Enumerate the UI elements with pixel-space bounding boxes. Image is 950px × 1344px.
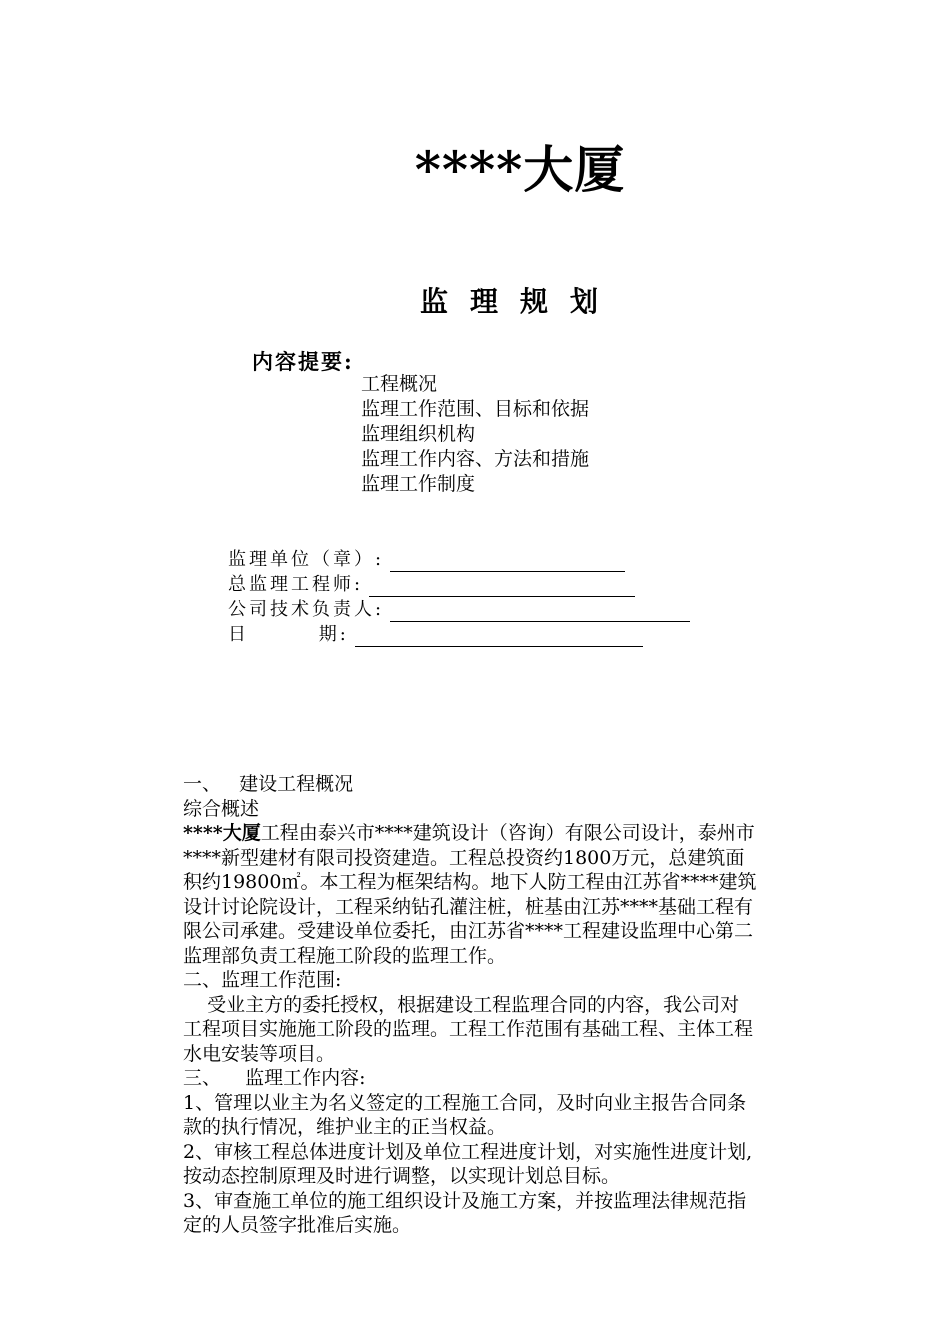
list-item-line: 定的人员签字批准后实施。 bbox=[183, 1214, 412, 1236]
summary-item: 监理组织机构 bbox=[361, 423, 476, 445]
summary-item: 监理工作范围、目标和依据 bbox=[361, 398, 590, 420]
paragraph-line: 限公司承建。受建设单位委托，由江苏省****工程建设监理中心第二 bbox=[183, 920, 754, 942]
signature-row-date bbox=[228, 623, 643, 647]
signature-line bbox=[390, 601, 690, 622]
paragraph-line: 监理部负责工程施工阶段的监理工作。 bbox=[183, 944, 507, 967]
list-item-line: 3、审查施工单位的施工组织设计及施工方案，并按监理法律规范指 bbox=[183, 1189, 747, 1212]
summary-list bbox=[361, 372, 589, 497]
paragraph-line: ****大厦工程由泰兴市****建筑设计（咨询）有限公司设计，泰州市 bbox=[183, 822, 755, 844]
section-heading: 一、 建设工程概况 bbox=[183, 773, 354, 795]
document-subtitle: 监理规划 bbox=[419, 285, 620, 318]
list-item-line: 款的执行情况，维护业主的正当权益。 bbox=[183, 1116, 507, 1138]
section-subheading: 综合概述 bbox=[183, 797, 260, 820]
signature-label: 公司技术负责人: bbox=[228, 599, 385, 620]
paragraph-line: 工程项目实施施工阶段的监理。工程工作范围有基础工程、主体工程 bbox=[183, 1018, 754, 1040]
summary-item: 监理工作内容、方法和措施 bbox=[361, 448, 590, 470]
signature-line bbox=[369, 576, 635, 597]
signature-label: 日 期: bbox=[228, 624, 349, 645]
summary-label: 内容提要: bbox=[252, 349, 354, 374]
signature-line bbox=[390, 551, 625, 572]
body-content bbox=[183, 772, 883, 1238]
signature-label: 总监理工程师: bbox=[228, 574, 364, 595]
signature-row-supervising-unit bbox=[228, 548, 625, 572]
list-item-line: 1、管理以业主为名义签定的工程施工合同，及时向业主报告合同条 bbox=[183, 1091, 747, 1114]
list-item-line: 2、审核工程总体进度计划及单位工程进度计划，对实施性进度计划, bbox=[183, 1140, 753, 1163]
document-title: ****大厦 bbox=[414, 140, 626, 199]
paragraph-line: 受业主方的委托授权，根据建设工程监理合同的内容，我公司对 bbox=[183, 993, 740, 1016]
paragraph-line: 设计讨论院设计，工程采纳钻孔灌注桩，桩基由江苏****基础工程有 bbox=[183, 895, 754, 918]
list-item-line: 按动态控制原理及时进行调整，以实现计划总目标。 bbox=[183, 1165, 621, 1187]
summary-item: 工程概况 bbox=[361, 373, 438, 395]
paragraph-line: 积约19800㎡。本工程为框架结构。地下人防工程由江苏省****建筑 bbox=[183, 871, 757, 893]
section-heading: 二、监理工作范围: bbox=[183, 969, 342, 991]
signature-row-tech-lead bbox=[228, 598, 690, 622]
section-heading: 三、 监理工作内容: bbox=[183, 1067, 366, 1089]
signature-label: 监理单位（章）: bbox=[228, 549, 385, 570]
signature-line bbox=[355, 626, 643, 647]
project-name: ****大厦 bbox=[183, 822, 261, 844]
summary-item: 监理工作制度 bbox=[361, 473, 476, 495]
paragraph-line: ****新型建材有限司投资建造。工程总投资约1800万元，总建筑面 bbox=[183, 846, 745, 869]
paragraph-line: 水电安装等项目。 bbox=[183, 1042, 336, 1065]
signature-row-chief-engineer bbox=[228, 573, 635, 597]
